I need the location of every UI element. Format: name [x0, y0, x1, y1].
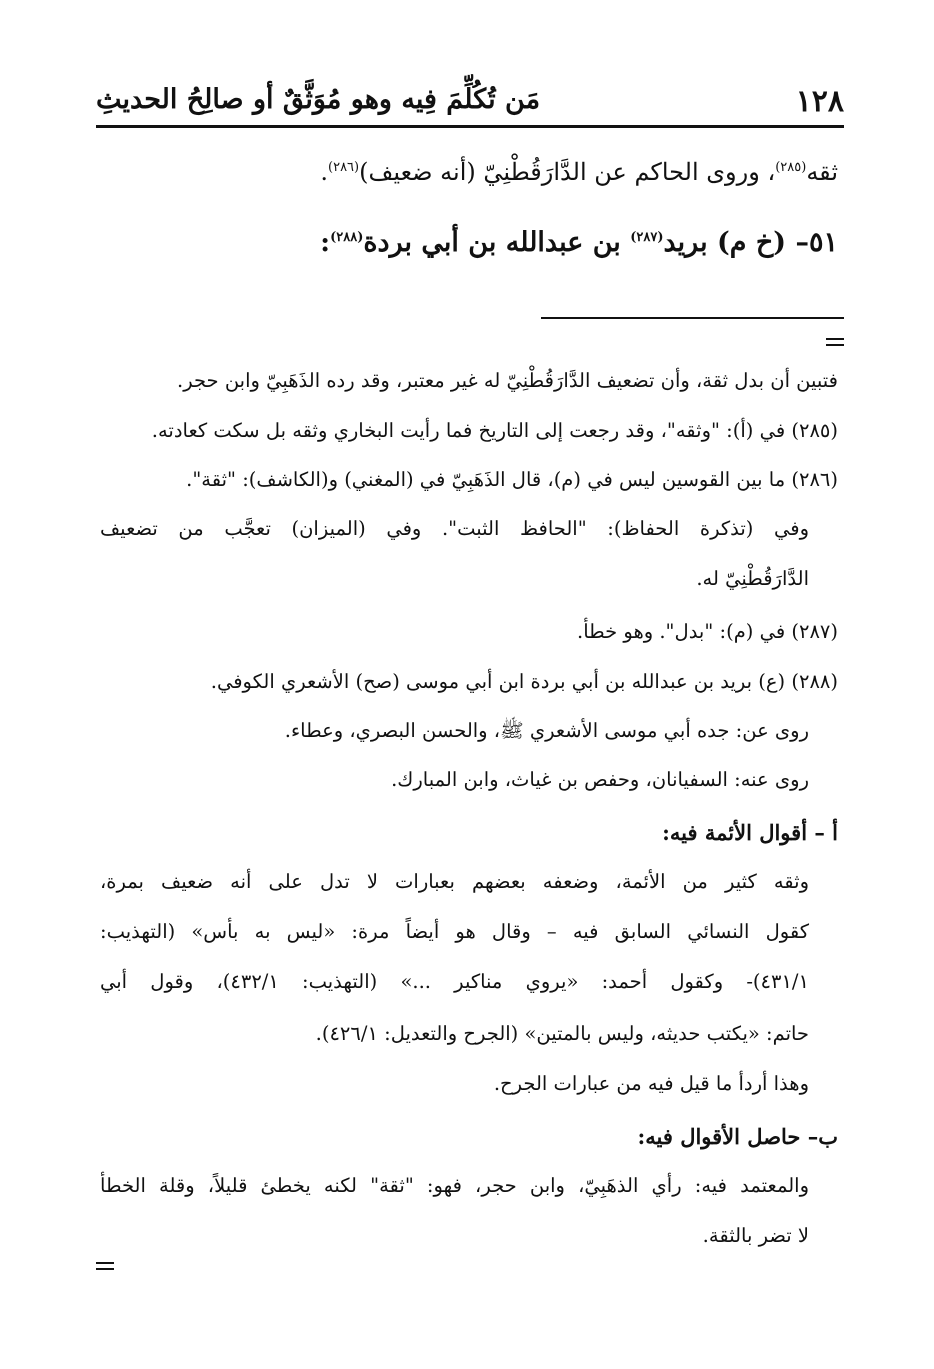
entry-heading — [320, 227, 838, 258]
footnote-line: (٢٨٥) في (أ): "وثقه"، وقد رجعت إلى التاريخ فما رأيت البخاري وثقه بل سكت كعادته. — [151, 419, 838, 442]
section-b-heading: ب– حاصل الأقوال فيه: — [637, 1124, 838, 1149]
footnote-line: (٢٨٦) ما بين القوسين ليس في (م)، قال الذَهَبِيّ في (المغني) و(الكاشف): "ثقة". — [186, 468, 838, 491]
paragraph-line: والمعتمد فيه: رأي الذهَبِيّ، وابن حجر، فهو: "ثقة" لكنه يخطئ قليلاً، وقلة الخطأ — [100, 1174, 809, 1197]
paragraph-line: وثقه كثير من الأئمة، وضعفه بعضهم بعبارات لا تدل على أنه ضعيف بمرة، — [100, 870, 809, 893]
footnote-line: روى عن: جده أبي موسى الأشعري ﷺ، والحسن البصري، وعطاء. — [284, 719, 809, 742]
page-number: ١٢٨ — [795, 84, 844, 119]
section-a-heading: أ – أقوال الأئمة فيه: — [662, 820, 838, 845]
main-text-line — [320, 158, 838, 186]
continuation-mark — [826, 338, 844, 346]
footnote-ref: (٢٨٧) — [630, 230, 664, 245]
footnote-line: فتبين أن بدل ثقة، وأن تضعيف الدَّارَقُطْنِيّ له غير معتبر، وقد رده الذَهَبِيّ وابن حجر. — [177, 369, 838, 392]
footnote-line: روى عنه: السفيانان، وحفص بن غياث، وابن المبارك. — [391, 768, 809, 791]
footnote-ref: (٢٨٨) — [330, 230, 364, 245]
continuation-mark — [96, 1262, 114, 1270]
paragraph-line: وهذا أردأ ما قيل فيه من عبارات الجرح. — [493, 1072, 809, 1095]
paragraph-line: كقول النسائي السابق فيه – وقال هو أيضاً مرة: «ليس به بأس» (التهذيب: — [100, 920, 809, 943]
entry-name: : — [320, 227, 331, 258]
footnote-line: (٢٨٧) في (م): "بدل". وهو خطأ. — [577, 620, 838, 643]
footnote-line: الدَّارَقُطْنِيّ له. — [696, 567, 809, 590]
main-text: ، وروى الحاكم عن الدَّارَقُطْنِيّ (أنه ضعيف) — [359, 158, 776, 186]
paragraph-line: ٤٣١/١)- وكقول أحمد: «يروي مناكير ...» (التهذيب: ٤٣٢/١)، وقول أبي — [100, 970, 809, 993]
entry-name: بن عبدالله بن أبي بردة — [363, 227, 631, 258]
main-text: ثقه — [806, 158, 838, 186]
footnote-line: (٢٨٨) (ع) بريد بن عبدالله بن أبي بردة ابن أبي موسى (صح) الأشعري الكوفي. — [210, 670, 838, 693]
entry-name: ٥١– (خ م) بريد — [663, 227, 838, 258]
footnote-ref: (٢٨٥) — [775, 160, 807, 175]
footnote-line: وفي (تذكرة الحفاظ): "الحافظ الثبت". وفي (الميزان) تعجَّب من تضعيف — [100, 517, 809, 540]
header-rule — [96, 125, 844, 128]
running-header — [96, 78, 844, 122]
footnote-separator — [541, 317, 844, 319]
paragraph-line: لا تضر بالثقة. — [702, 1224, 809, 1247]
main-text: . — [320, 158, 329, 186]
paragraph-line: حاتم: «يكتب حديثه، وليس بالمتين» (الجرح والتعديل: ٤٢٦/١). — [315, 1022, 809, 1045]
header-title: مَن تُكُلِّمَ فِيه وهو مُوَثَّقٌ أو صالِحُ الحديثِ — [96, 84, 541, 115]
footnote-ref: (٢٨٦) — [328, 160, 360, 175]
